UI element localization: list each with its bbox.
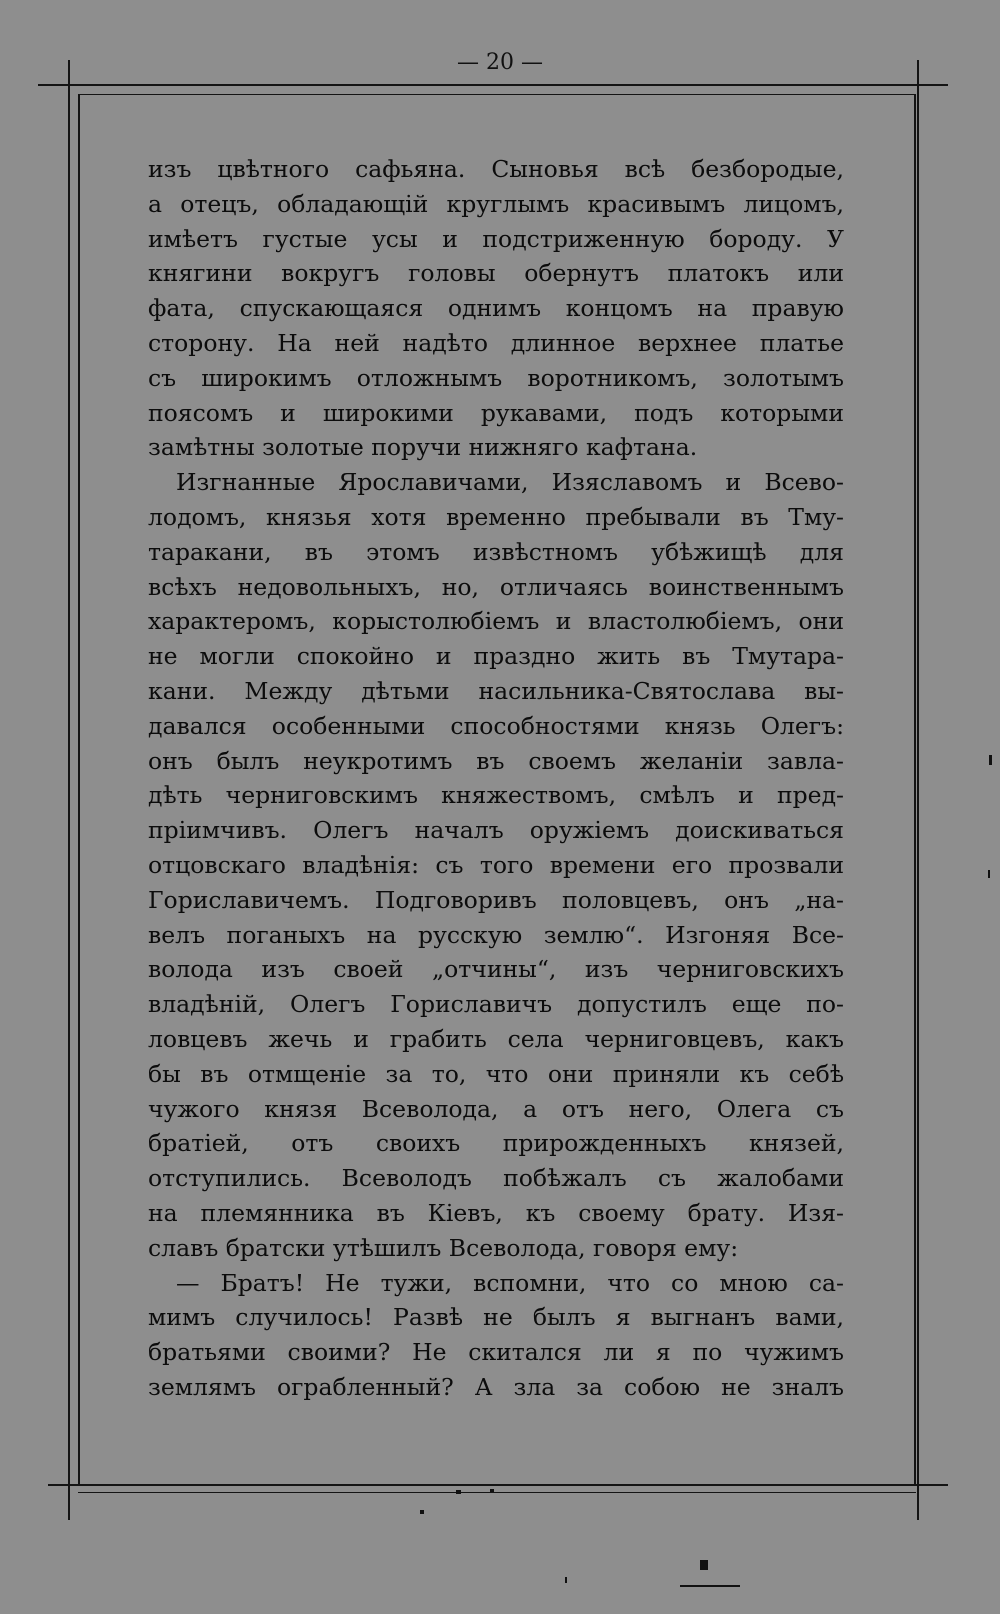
text-line: пріимчивъ. Олегъ началъ оружіемъ доискиваться	[148, 816, 844, 845]
page-number: — 20 —	[457, 50, 543, 75]
right-inner-rule	[914, 94, 916, 1484]
text-line: кани. Между дѣтьми насильника-Святослава вы-	[148, 676, 844, 705]
top-rule	[38, 84, 948, 86]
text-line: всѣхъ недовольныхъ, но, отличаясь воинственнымъ	[148, 572, 844, 601]
top-rule-inner	[78, 94, 916, 95]
text-line: дѣть черниговскимъ княжествомъ, смѣлъ и пред-	[148, 781, 844, 810]
ink-speck	[420, 1510, 424, 1514]
text-line: не могли спокойно и праздно жить въ Тмутара-	[148, 642, 844, 671]
text-line: замѣтны золотые поручи нижняго кафтана.	[148, 433, 698, 462]
ink-speck	[988, 870, 990, 878]
text-line: характеромъ, корыстолюбіемъ и властолюбіемъ, они	[148, 607, 844, 636]
text-line: а отецъ, обладающій круглымъ красивымъ лицомъ,	[148, 189, 844, 218]
text-line: — Братъ! Не тужи, вспомни, что со мною са-	[176, 1268, 844, 1297]
left-outer-rule	[68, 60, 70, 1520]
text-line: чужого князя Всеволода, а отъ него, Олега съ	[148, 1094, 844, 1123]
text-line: отцовскаго владѣнія: съ того времени его прозвали	[148, 850, 844, 879]
text-line: онъ былъ неукротимъ въ своемъ желаніи завла-	[148, 746, 844, 775]
text-line: славъ братски утѣшилъ Всеволода, говоря ему:	[148, 1233, 739, 1262]
text-line: отступились. Всеволодъ побѣжалъ съ жалобами	[148, 1164, 844, 1193]
text-line: волода изъ своей „отчины“, изъ черниговскихъ	[148, 955, 844, 984]
text-line: владѣній, Олегъ Гориславичъ допустилъ еще по-	[148, 990, 844, 1019]
text-line: братіей, отъ своихъ прирожденныхъ князей,	[148, 1129, 844, 1158]
text-line: велъ поганыхъ на русскую землю“. Изгоняя Все-	[148, 920, 844, 949]
text-line: давался особенными способностями князь Олегъ:	[148, 711, 844, 740]
text-line: фата, спускающаяся однимъ концомъ на правую	[148, 294, 844, 323]
right-outer-rule	[917, 60, 919, 1520]
left-inner-rule	[78, 94, 80, 1484]
text-line: Изгнанные Ярославичами, Изяславомъ и Всево-	[176, 468, 844, 497]
text-line: сторону. На ней надѣто длинное верхнее платье	[148, 328, 844, 357]
body-text	[148, 152, 844, 1405]
bottom-rule	[48, 1484, 948, 1486]
text-line: бы въ отмщеніе за то, что они приняли къ себѣ	[148, 1059, 844, 1088]
text-line: имѣетъ густые усы и подстриженную бороду. У	[148, 224, 844, 253]
text-line: съ широкимъ отложнымъ воротникомъ, золотымъ	[148, 363, 844, 392]
text-line: мимъ случилось! Развѣ не былъ я выгнанъ вами,	[148, 1303, 844, 1332]
text-line: Гориславичемъ. Подговоривъ половцевъ, онъ „на-	[148, 885, 844, 914]
text-line: изъ цвѣтного сафьяна. Сыновья всѣ безбородые,	[148, 155, 844, 183]
text-line: на племянника въ Кіевъ, къ своему брату. Изя-	[148, 1198, 844, 1227]
ink-speck	[565, 1577, 567, 1583]
text-line: княгини вокругъ головы обернутъ платокъ или	[148, 259, 844, 288]
text-line: землямъ ограбленный? А зла за собою не зналъ	[148, 1372, 844, 1401]
text-line: братьями своими? Не скитался ли я по чужимъ	[148, 1338, 844, 1367]
ink-speck	[989, 755, 992, 765]
ink-speck	[680, 1585, 740, 1587]
ink-speck	[490, 1489, 494, 1492]
text-line: лодомъ, князья хотя временно пребывали въ Тму-	[148, 502, 844, 531]
text-line: ловцевъ жечь и грабить села черниговцевъ, какъ	[148, 1024, 844, 1053]
bottom-rule-inner	[78, 1492, 916, 1493]
text-line: поясомъ и широкими рукавами, подъ которыми	[148, 398, 844, 427]
ink-speck	[700, 1560, 708, 1570]
text-line: таракани, въ этомъ извѣстномъ убѣжищѣ для	[148, 537, 844, 566]
ink-speck	[456, 1490, 461, 1494]
